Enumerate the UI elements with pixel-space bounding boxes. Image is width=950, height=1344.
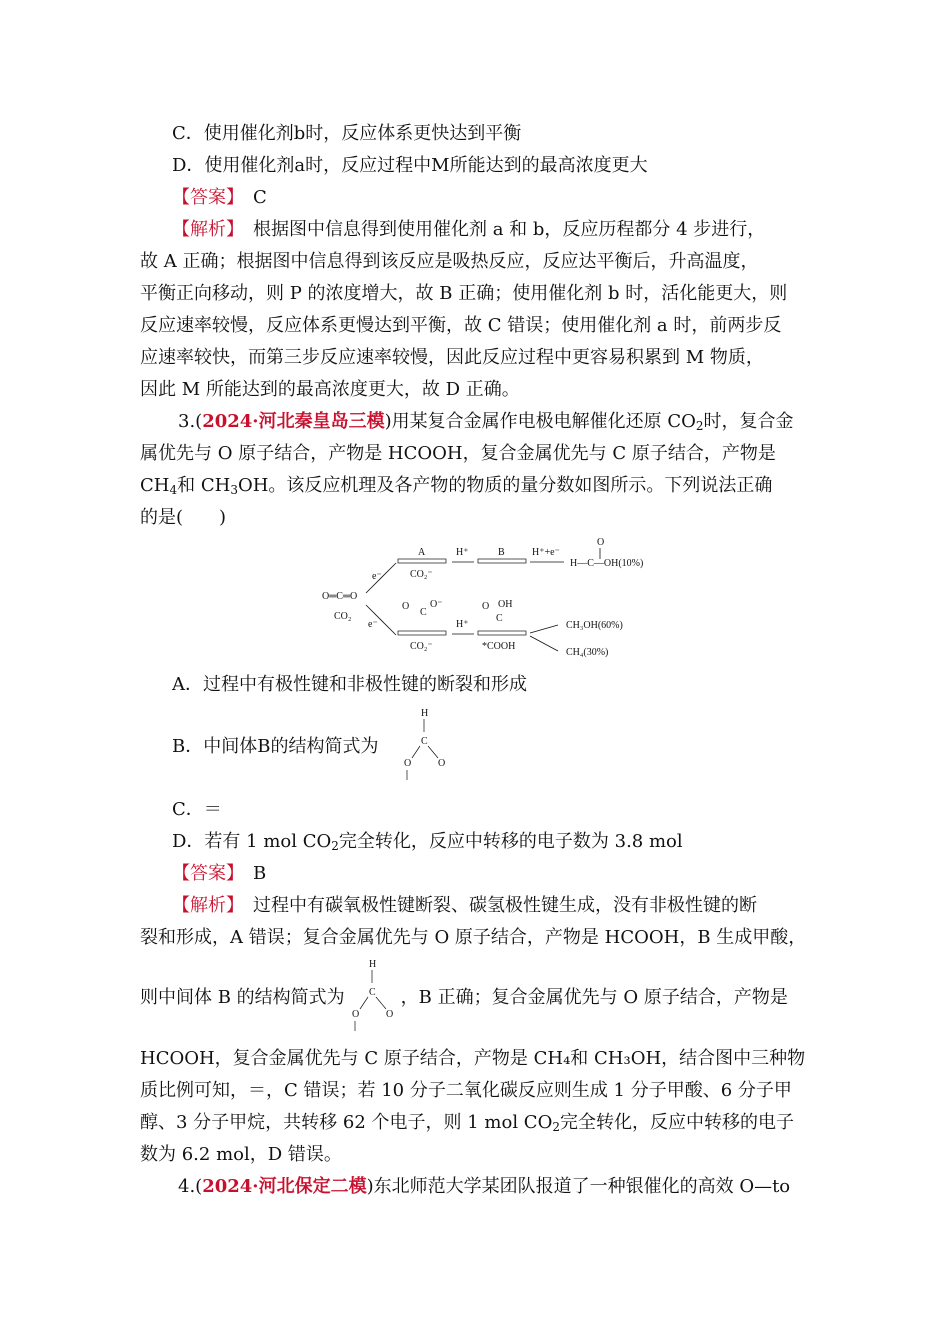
struct-c: C [421, 736, 428, 747]
analysis-label: 【解析】 [172, 219, 235, 240]
lower-o-minus: O⁻ [430, 599, 443, 610]
formic-carbonyl-o: O [597, 537, 605, 548]
electron-upper: e⁻ [372, 571, 382, 582]
struct-o-right: O [438, 758, 446, 769]
hplus-electron: H⁺+e⁻ [532, 547, 560, 558]
co2-label: CO₂ [334, 611, 352, 622]
analysis-2-line-5: 应速率较快，而第三步反应速率较慢，因此反应过程中更容易积累到 M 物质， [140, 347, 764, 368]
analysis-2-line-3: 平衡正向移动，则 P 的浓度增大，故 B 正确；使用催化剂 b 时，活化能更大，则 [140, 283, 788, 304]
struct2-h: H [369, 959, 377, 970]
option-3c: C．＝ [172, 799, 222, 820]
analysis-2-line-6: 因此 M 所能达到的最高浓度更大，故 D 正确。 [140, 379, 520, 400]
struct-bond-co [428, 746, 438, 758]
catalyst-surface-a [398, 559, 446, 563]
question-3-line-2: 属优先与 O 原子结合，产物是 HCOOH，复合金属优先与 C 原子结合，产物是 [140, 443, 776, 464]
hplus-upper: H⁺ [456, 547, 469, 558]
struct2-bond-co-left [360, 997, 368, 1009]
analysis-3-line-1: 【解析】 过程中有碳氧极性键断裂、碳氢极性键生成，没有非极性键的断 [172, 895, 757, 916]
struct-h: H [421, 708, 429, 719]
answer-label: 【答案】 [172, 187, 235, 208]
electron-lower: e⁻ [368, 619, 378, 630]
question-4-source: 2024·河北保定二模 [202, 1176, 367, 1197]
question-4-line-1: 4.(2024·河北保定二模)东北师范大学某团队报道了一种银催化的高效 O—to [178, 1176, 791, 1197]
option-2d: D．使用催化剂a时，反应过程中M所能达到的最高浓度更大 [172, 155, 648, 176]
lower-c: C [420, 607, 427, 618]
methanol-label: CH₃OH(60%) [566, 620, 623, 631]
struct-o-left: O [404, 758, 412, 769]
analysis-3-line-7: 数为 6.2 mol，D 错误。 [140, 1144, 342, 1165]
lower-o-left: O [402, 601, 410, 612]
option-3b: B．中间体B的结构简式为 [172, 736, 379, 757]
hplus-lower: H⁺ [456, 619, 469, 630]
co2-molecule: O═C═O [322, 591, 358, 602]
struct2-o-right: O [386, 1009, 394, 1020]
methane-label: CH₄(30%) [566, 647, 609, 658]
cooh-label: *COOH [482, 641, 516, 652]
arrow-to-methanol [530, 625, 558, 633]
structure-b-analysis [352, 955, 400, 1031]
question-3-line-1: 3.(2024·河北秦皇岛三模)用某复合金属作电极电解催化还原 $CO_2$时，复合金 [178, 411, 794, 433]
cooh-oh: OH [498, 599, 513, 610]
analysis-2-line-1: 【解析】 根据图中信息得到使用催化剂 a 和 b，反应历程都分 4 步进行， [172, 219, 766, 240]
analysis-3-line-3: 则中间体 B 的结构简式为 ，B 正确；复合金属优先与 O 原子结合，产物是 [140, 987, 788, 1008]
analysis-3-line-2: 裂和形成，A 错误；复合金属优先与 O 原子结合，产物是 HCOOH，B 生成甲酸， [140, 927, 807, 948]
formic-acid-label: H—C—OH(10%) [570, 558, 644, 569]
lower-co2-minus: CO₂⁻ [410, 641, 433, 652]
answer-2 [172, 187, 852, 209]
option-2c: C．使用催化剂b时，反应体系更快达到平衡 [172, 123, 522, 144]
catalyst-surface-b [478, 559, 526, 563]
intermediate-b: B [498, 547, 505, 558]
option-3a: A．过程中有极性键和非极性键的断裂和形成 [172, 674, 527, 695]
catalyst-surface-cooh [478, 631, 526, 635]
reaction-mechanism-diagram [318, 535, 653, 665]
analysis-2-line-4: 反应速率较慢，反应体系更慢达到平衡，故 C 错误；使用催化剂 a 时，前两步反 [140, 315, 782, 336]
structure-b-option [404, 704, 452, 780]
struct2-bond-co [376, 997, 386, 1009]
question-3-line-3: $CH_4$和 $CH_3OH$。该反应机理及各产物的物质的量分数如图所示。下列说法正确 [140, 475, 773, 497]
cooh-c: C [496, 613, 503, 624]
analysis-3-line-4: HCOOH，复合金属优先与 C 原子结合，产物是 CH₄和 CH₃OH，结合图中三种物 [140, 1048, 806, 1069]
struct-bond-co-left [412, 746, 420, 758]
option-3d: D．若有 1 mol $CO_2$完全转化，反应中转移的电子数为 3.8 mol [172, 831, 683, 853]
analysis-3-line-5: 质比例可知，＝，C 错误；若 10 分子二氧化碳反应则生成 1 分子甲酸、6 分子甲 [140, 1080, 792, 1101]
analysis-2-line-2: 故 A 正确；根据图中信息得到该反应是吸热反应，反应达平衡后，升高温度， [140, 251, 759, 272]
intermediate-a: A [418, 547, 426, 558]
cooh-o-left: O [482, 601, 490, 612]
intermediate-a-co2: CO₂⁻ [410, 569, 433, 580]
question-3-source: 2024·河北秦皇岛三模 [202, 411, 385, 432]
answer-value: C [253, 187, 267, 208]
struct2-c: C [369, 987, 376, 998]
answer-3: 【答案】 B [172, 863, 267, 884]
analysis-3-line-6: 醇、3 分子甲烷，共转移 62 个电子，则 1 mol $CO_2$完全转化，反应中转移的电子 [140, 1112, 794, 1134]
struct2-o-left: O [352, 1009, 360, 1020]
question-3-line-4: 的是( ) [140, 507, 227, 528]
arrow-to-methane [530, 636, 558, 651]
catalyst-surface-co2 [398, 631, 446, 635]
